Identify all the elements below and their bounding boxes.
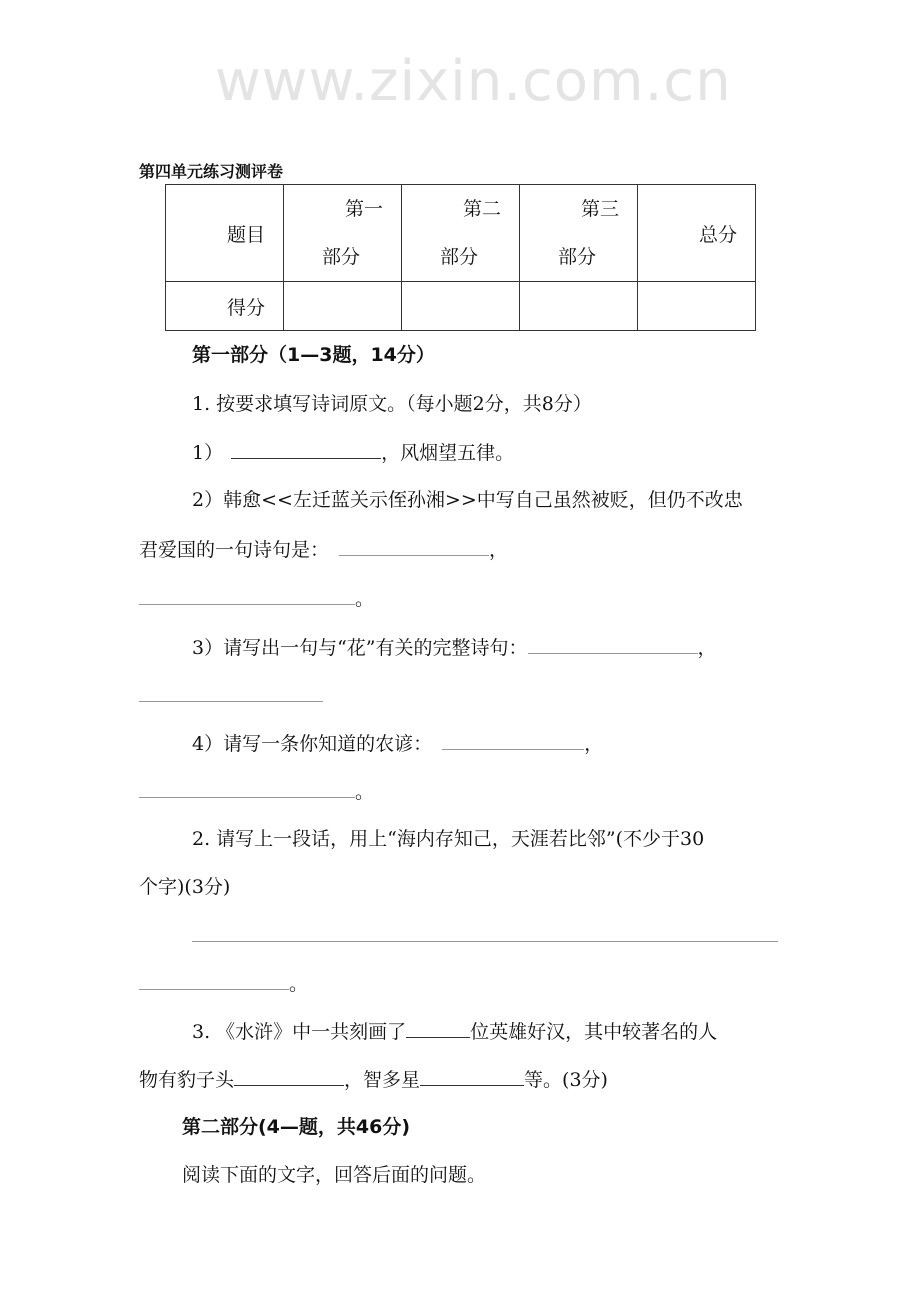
header-cell: 题目: [166, 185, 284, 282]
question-2-answer-line2: [139, 971, 308, 996]
answer-blank[interactable]: [234, 1067, 344, 1086]
document-title: 第四单元练习测评卷: [139, 162, 284, 181]
q-text: ，: [697, 637, 717, 659]
question-1-3: [192, 635, 717, 660]
answer-blank[interactable]: [339, 537, 489, 556]
q-text: 等。(3分): [524, 1069, 608, 1091]
q-text: 3. 《水浒》中一共刻画了: [192, 1021, 407, 1043]
question-1-3-line2: [139, 683, 323, 708]
q-text: 。: [289, 973, 309, 995]
question-2-cont: 个字)(3分): [139, 876, 231, 898]
answer-blank[interactable]: [192, 923, 778, 942]
q-text: ，: [489, 539, 509, 561]
question-1-2: 2）韩愈<<左迁蓝关示侄孙湘>>中写自己虽然被贬，但仍不改忠: [192, 489, 743, 511]
header-cell: 第二 部分: [402, 185, 520, 282]
q-text: ，智多星: [344, 1069, 421, 1091]
answer-blank[interactable]: [528, 635, 698, 654]
question-3-cont: [139, 1067, 608, 1092]
header-cell: 第一 部分: [284, 185, 402, 282]
q-text: 。: [355, 781, 375, 803]
q-text: 物有豹子头: [139, 1069, 235, 1091]
question-2-answer-line: [192, 923, 778, 948]
question-1-1: [192, 440, 514, 465]
part1-heading: 第一部分（1—3题，14分）: [192, 344, 435, 366]
row-label: 得分: [166, 282, 284, 331]
question-1-2-cont: [139, 537, 508, 562]
answer-blank[interactable]: [139, 779, 355, 798]
answer-blank[interactable]: [442, 731, 584, 750]
question-1-2-line2: [139, 586, 374, 611]
q-text: 3）请写出一句与“花”有关的完整诗句：: [192, 637, 528, 659]
score-cell[interactable]: [520, 282, 638, 331]
question-2: 2. 请写上一段话，用上“海内存知己，天涯若比邻”(不少于30: [192, 828, 705, 850]
header-cell: 总分: [638, 185, 756, 282]
part2-intro: 阅读下面的文字，回答后面的问题。: [182, 1164, 487, 1186]
answer-blank[interactable]: [231, 440, 381, 459]
score-cell[interactable]: [402, 282, 520, 331]
q-num: 1）: [192, 442, 224, 464]
answer-blank[interactable]: [139, 683, 323, 702]
score-cell[interactable]: [284, 282, 402, 331]
q-text: 君爱国的一句诗句是：: [139, 539, 330, 561]
answer-blank[interactable]: [139, 586, 355, 605]
watermark: www.zixin.com.cn: [215, 49, 732, 114]
answer-blank[interactable]: [406, 1019, 470, 1038]
q-text: ，风烟望五律。: [381, 442, 515, 464]
question-1-4: [192, 731, 603, 756]
answer-blank[interactable]: [420, 1067, 524, 1086]
q-text: 4）请写一条你知道的农谚：: [192, 733, 433, 755]
header-cell: 第三 部分: [520, 185, 638, 282]
q-text: ，: [584, 733, 604, 755]
score-cell[interactable]: [638, 282, 756, 331]
part2-heading: 第二部分(4—题，共46分): [182, 1116, 411, 1138]
answer-blank[interactable]: [139, 971, 289, 990]
q-text: 。: [355, 588, 375, 610]
question-1: 1. 按要求填写诗词原文。（每小题2分，共8分）: [192, 393, 592, 415]
question-3: [192, 1019, 717, 1044]
question-1-4-line2: [139, 779, 374, 804]
q-text: 位英雄好汉，其中较著名的人: [470, 1021, 718, 1043]
score-table: [165, 184, 756, 331]
